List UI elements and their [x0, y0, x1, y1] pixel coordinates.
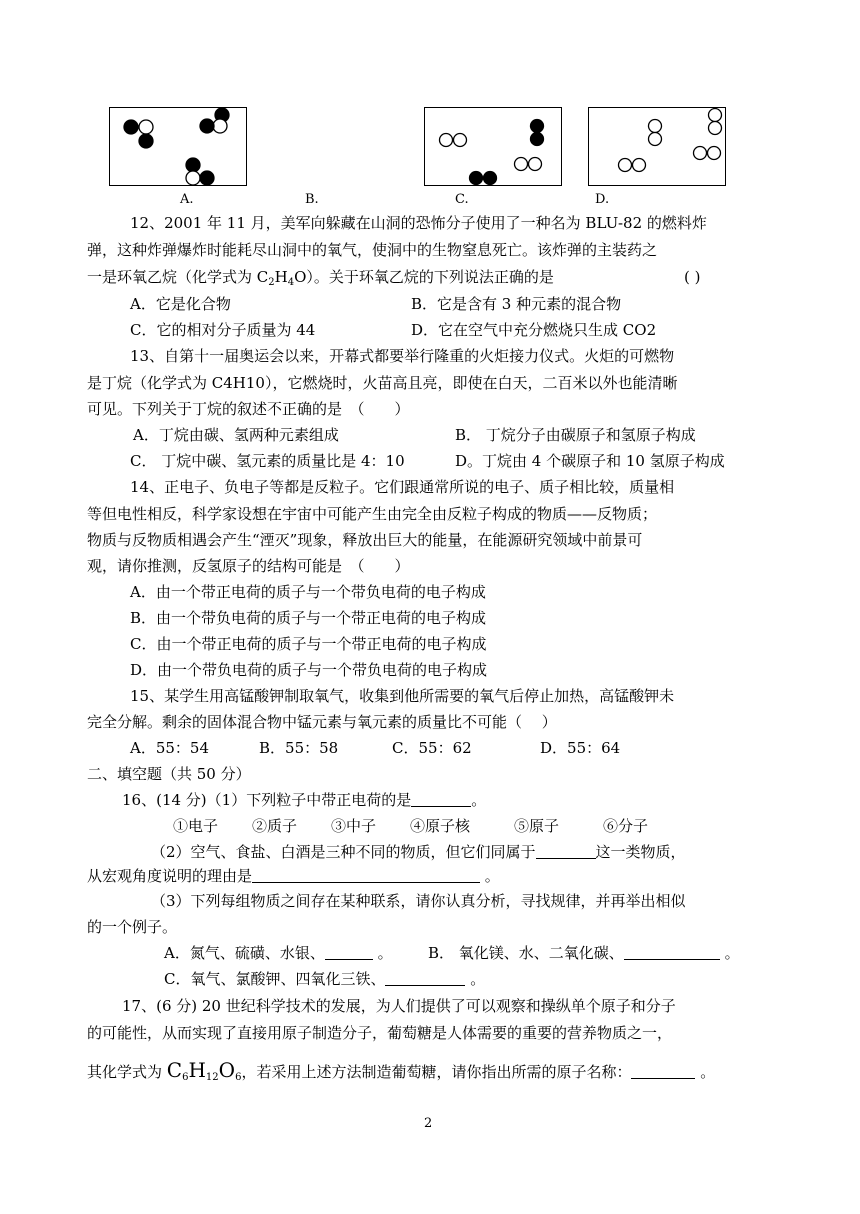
- q13-option-c: C． 丁烷中碳、氢元素的质量比是 4：10: [130, 452, 405, 470]
- q16-choice-1: ①电子: [173, 817, 219, 835]
- q16-option-c: C．氧气、氯酸钾、四氧化三铁、 。: [164, 970, 486, 988]
- figure-label-d: D.: [595, 192, 610, 207]
- q16-choice-2: ②质子: [252, 817, 298, 835]
- q16-option-b: B． 氧化镁、水、二氧化碳、 。: [428, 944, 740, 962]
- q13-option-d: D。丁烷由 4 个碳原子和 10 氢原子构成: [455, 452, 725, 470]
- q13-line-3: 可见。下列关于丁烷的叙述不正确的是 （ ）: [87, 400, 410, 418]
- figure-label-a: A.: [180, 192, 194, 207]
- q15-option-a: A．55：54: [130, 739, 210, 757]
- q16-blank-b[interactable]: [624, 944, 720, 960]
- q16-blank-2[interactable]: [536, 843, 596, 859]
- q13-line-1: 13、自第十一届奥运会以来，开幕式都要举行隆重的火炬接力仪式。火炬的可燃物: [130, 347, 675, 365]
- figure-label-c: C.: [455, 192, 469, 207]
- q16-choice-5: ⑤原子: [514, 817, 560, 835]
- q12-line-2: 弹，这种炸弹爆炸时能耗尽山洞中的氧气，使洞中的生物窒息死亡。该炸弹的主装药之: [87, 241, 658, 259]
- q12-option-d: D．它在空气中充分燃烧只生成 CO2: [411, 321, 657, 339]
- q12-answer-paren: ( ): [684, 268, 701, 286]
- section-2-title: 二、填空题（共 50 分）: [87, 765, 251, 783]
- q14-option-c: C．由一个带正电荷的质子与一个带正电荷的电子构成: [130, 635, 487, 653]
- q17-line-1: 17、(6 分) 20 世纪科学技术的发展，为人们提供了可以观察和操纵单个原子和分子: [122, 997, 676, 1015]
- q13-option-b: B． 丁烷分子由碳原子和氢原子构成: [455, 426, 696, 444]
- q14-option-a: A．由一个带正电荷的质子与一个带负电荷的电子构成: [130, 583, 486, 601]
- q12-line-1: 12、2001 年 11 月，美军向躲藏在山洞的恐怖分子使用了一种名为 BLU-82 的燃料炸: [130, 214, 707, 232]
- page-number: 2: [424, 1116, 433, 1131]
- figure-label-b: B.: [305, 192, 319, 207]
- figure-d-box: [588, 107, 726, 186]
- q12-line-3: 一是环氧乙烷（化学式为 $C_2H_4O$）。关于环氧乙烷的下列说法正确的是: [87, 268, 554, 288]
- q15-option-b: B．55：58: [259, 739, 339, 757]
- figure-a-box: [109, 107, 247, 186]
- q14-option-d: D．由一个带负电荷的质子与一个带负电荷的电子构成: [130, 661, 488, 679]
- q16-part-3-line-1: （3）下列每组物质之间存在某种联系，请你认真分析，寻找规律，并再举出相似: [151, 892, 686, 910]
- q15-option-c: C．55：62: [392, 739, 472, 757]
- q14-line-3: 物质与反物质相遇会产生“湮灭”现象，释放出巨大的能量，在能源研究领域中前景可: [87, 531, 643, 549]
- q14-option-b: B．由一个带负电荷的质子与一个带正电荷的电子构成: [130, 609, 487, 627]
- figure-a-molecules: [110, 108, 248, 187]
- q13-line-2: 是丁烷（化学式为 C4H10），它燃烧时，火苗高且亮，即使在白天，二百米以外也能清晰: [87, 374, 678, 392]
- figure-d-molecules: [589, 108, 727, 187]
- q12-option-a: A．它是化合物: [130, 295, 231, 313]
- figure-c-box: [424, 107, 562, 186]
- q16-line-1: 16、(14 分)（1）下列粒子中带正电荷的是 。: [122, 791, 487, 809]
- q16-choice-3: ③中子: [331, 817, 377, 835]
- q16-part-2-line-2: 从宏观角度说明的理由是 。: [87, 867, 500, 885]
- q17-blank[interactable]: [631, 1063, 695, 1079]
- q14-line-2: 等但电性相反，科学家设想在宇宙中可能产生由完全由反粒子构成的物质——反物质；: [87, 505, 658, 523]
- figure-c-molecules: [425, 108, 563, 187]
- q16-blank-a[interactable]: [325, 944, 373, 960]
- q15-option-d: D．55：64: [540, 739, 621, 757]
- q16-choice-4: ④原子核: [410, 817, 471, 835]
- q16-blank-c[interactable]: [385, 970, 465, 986]
- q16-choice-6: ⑥分子: [603, 817, 649, 835]
- q17-line-3: 其化学式为 $C_6H_{12}O_6$，若采用上述方法制造葡萄糖，请你指出所需的原子名称： 。: [87, 1058, 716, 1083]
- q16-option-a: A．氮气、硫磺、水银、 。: [164, 944, 393, 962]
- q14-line-1: 14、正电子、负电子等都是反粒子。它们跟通常所说的电子、质子相比较，质量相: [130, 478, 675, 496]
- q12-option-c: C．它的相对分子质量为 44: [130, 321, 316, 339]
- q15-line-1: 15、某学生用高锰酸钾制取氧气，收集到他所需要的氧气后停止加热，高锰酸钾未: [130, 687, 675, 705]
- q16-part-3-line-2: 的一个例子。: [87, 918, 178, 936]
- q16-part-2-line-1: （2）空气、食盐、白酒是三种不同的物质，但它们同属于 这一类物质，: [151, 843, 686, 861]
- q15-line-2: 完全分解。剩余的固体混合物中锰元素与氧元素的质量比不可能（ ）: [87, 713, 557, 731]
- q17-line-2: 的可能性，从而实现了直接用原子制造分子，葡萄糖是人体需要的重要的营养物质之一，: [87, 1024, 673, 1042]
- q16-blank-3[interactable]: [252, 867, 480, 883]
- q14-line-4: 观，请你推测，反氢原子的结构可能是 （ ）: [87, 557, 410, 575]
- q12-option-b: B．它是含有 3 种元素的混合物: [411, 295, 622, 313]
- q13-option-a: A．丁烷由碳、氢两种元素组成: [133, 426, 339, 444]
- q16-blank-1[interactable]: [411, 791, 471, 807]
